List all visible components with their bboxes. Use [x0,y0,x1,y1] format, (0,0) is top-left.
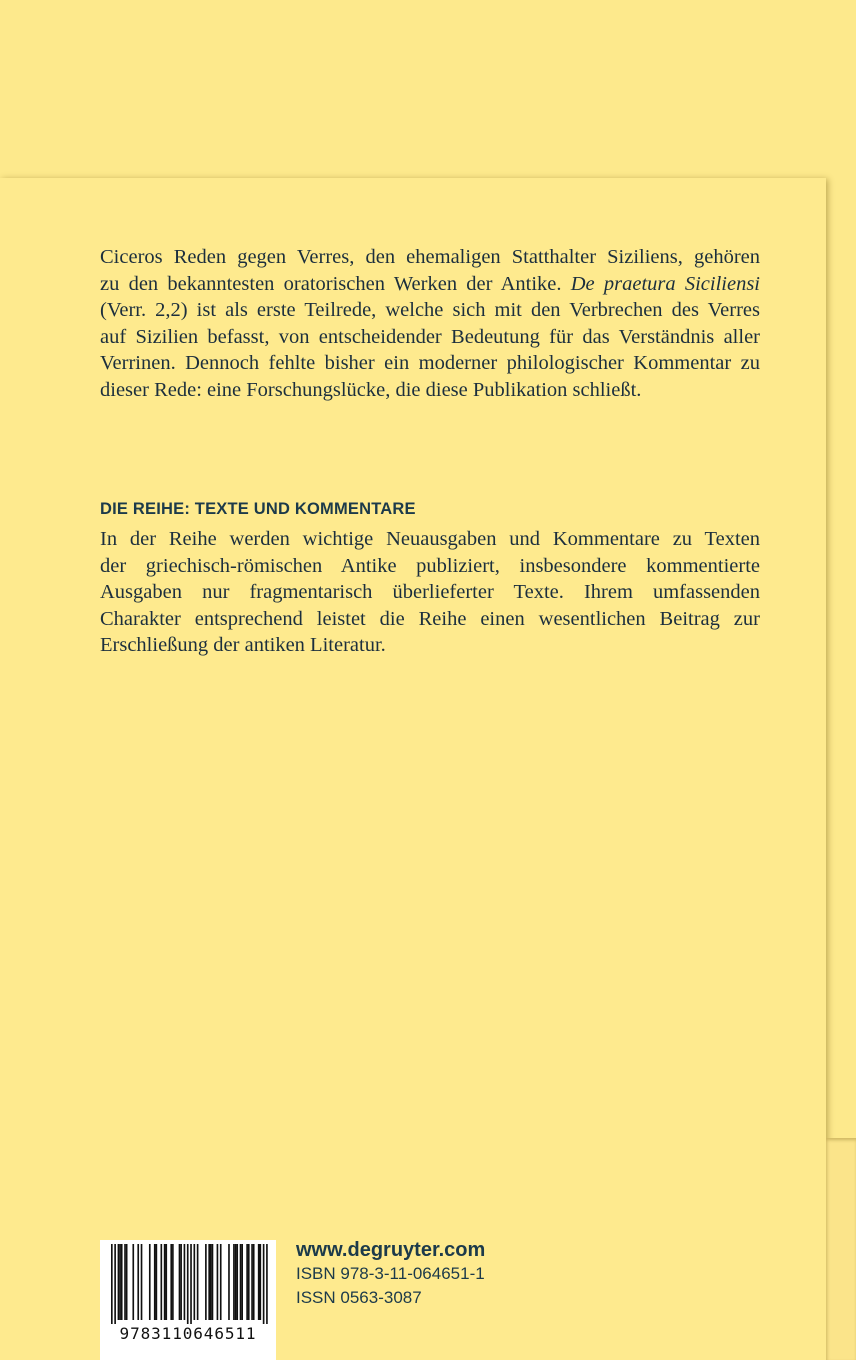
barcode-bar [172,1244,174,1320]
series-line: Charakter entsprechend leistet die Reihe einen wesentlichen Beitrag zur [100,607,760,630]
barcode-bar [266,1244,268,1324]
barcode-bar [258,1244,260,1320]
barcode-bar [124,1244,126,1320]
barcode-bar [154,1244,156,1320]
description-line: (Verr. 2,2) ist als erste Teilrede, welche sich mit den Verbrechen des Verres [100,299,760,322]
series-line: Ausgaben nur fragmentarisch überlieferter Texte. Ihrem umfassenden [100,581,760,604]
barcode-bar [240,1244,242,1320]
barcode-bar [212,1244,214,1320]
barcode-bar [170,1244,172,1320]
barcode-bar [165,1244,167,1320]
barcode-bar [180,1244,182,1320]
barcode-bar [205,1244,207,1320]
barcode-bar [236,1244,238,1320]
barcode-bar [228,1244,230,1320]
barcode-bar [118,1244,120,1320]
barcode-bar [220,1244,222,1320]
barcode-bar [179,1244,181,1320]
barcode-bar [263,1244,265,1324]
barcode-bar [114,1244,116,1324]
series-description [100,526,760,659]
barcode-bar [132,1244,134,1320]
barcode-bar [208,1244,210,1320]
barcode-bar [197,1244,199,1320]
barcode-bar [217,1244,219,1320]
barcode-bar [119,1244,121,1320]
description-line: zu den bekanntesten oratorischen Werken der Antike. De praetura Siciliensi [100,272,761,295]
barcode-bar [260,1244,262,1320]
barcode-bar [126,1244,128,1320]
barcode-bar [210,1244,212,1320]
publisher-info [296,1238,485,1310]
barcode-bar [137,1244,139,1320]
barcode-bar [253,1244,255,1320]
series-heading: DIE REIHE: TEXTE UND KOMMENTARE [100,500,416,518]
barcode-bar [149,1244,151,1320]
barcode-bar [248,1244,250,1320]
barcode-digits: 9783110646511 [119,1324,257,1343]
series-line: der griechisch-römischen Antike publiziert, insbesondere kommentierte [100,554,760,577]
barcode-bar [235,1244,237,1320]
series-line: In der Reihe werden wichtige Neuausgaben und Kommentare zu Texten [100,528,760,550]
issn-number: ISSN 0563-3087 [296,1288,422,1307]
barcode-bar [187,1244,189,1324]
description-line: Verrinen. Dennoch fehlte bisher ein moderner philologischer Kommentar zu [100,352,760,375]
barcode-bar [161,1244,163,1320]
barcode-bar [184,1244,186,1320]
barcode-bar [194,1244,196,1320]
barcode-bar [111,1244,113,1324]
barcode-bar [251,1244,253,1320]
barcode-bar [241,1244,243,1320]
series-line: Erschließung der antiken Literatur. [100,634,386,657]
description-line: Ciceros Reden gegen Verres, den ehemaligen Statthalter Siziliens, gehören [100,246,760,268]
barcode-bar [246,1244,248,1320]
barcode-bar [141,1244,143,1320]
description-line: auf Sizilien befasst, von entscheidender Bedeutung für das Verständnis aller [100,325,760,348]
description-line: dieser Rede: eine Forschungslücke, die diese Publikation schließt. [100,378,642,401]
work-title: De praetura Siciliensi [570,272,761,295]
barcode-bar [121,1244,123,1320]
barcode-bar [156,1244,158,1320]
panel-edge [826,1138,856,1360]
publisher-url[interactable]: www.degruyter.com [296,1239,486,1261]
barcode-bar [164,1244,166,1320]
isbn-barcode [100,1240,276,1360]
isbn-number: ISBN 978-3-11-064651-1 [296,1264,485,1283]
barcode-bar [233,1244,235,1320]
book-description [100,244,760,404]
barcode-bar [190,1244,192,1324]
